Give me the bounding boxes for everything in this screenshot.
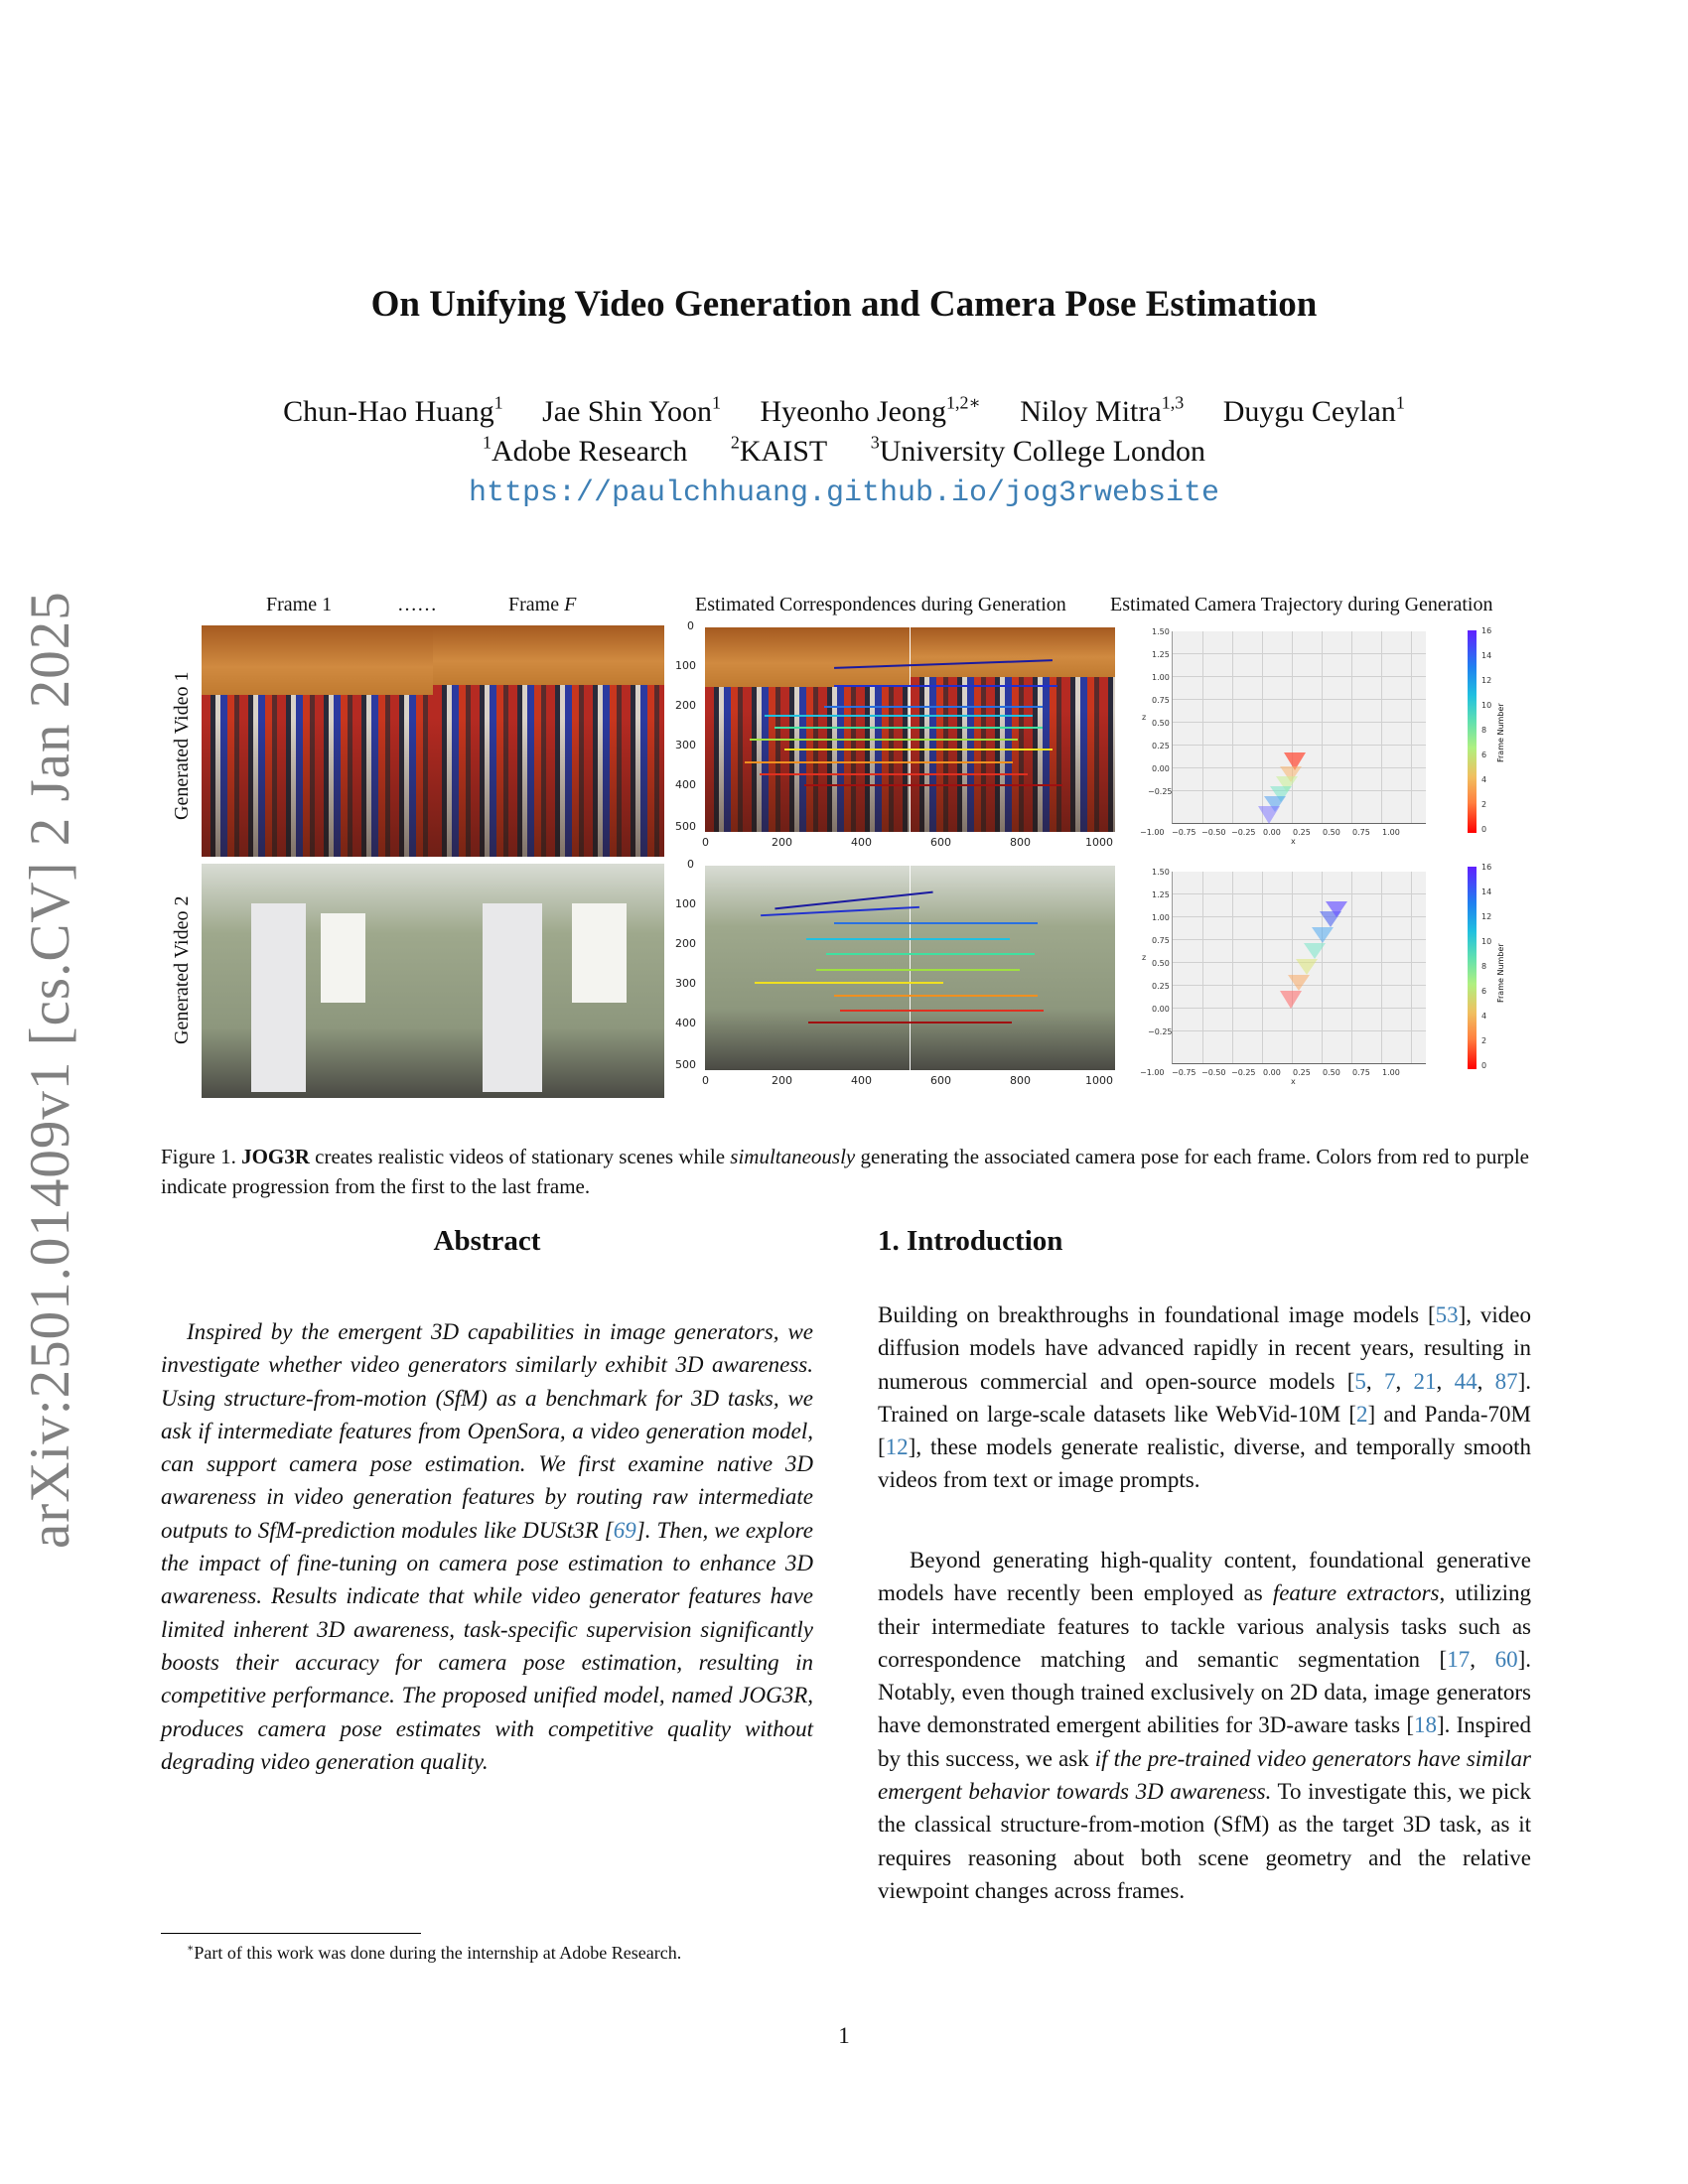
citation-link[interactable]: 44 xyxy=(1454,1368,1477,1394)
introduction-paragraph-2: Beyond generating high-quality content, foundational generative models have recently been employed as feature extractors, utilizing their intermediate features to tackle various analysis tasks such as correspondence matching and semantic segmentation [17, 60]. Notably, even though trained exclusively on 2D data, image generators have demonstrated emergent abilities for 3D-aware tasks [18]. Inspired by this success, we ask if the pre-trained video generators have similar emergent behavior towards 3D awareness. To investigate this, we pick the classical structure-from-motion (SfM) as the target 3D task, as it requires reasoning about both scene geometry and the relative viewpoint changes across frames. xyxy=(878,1548,1532,1903)
affiliation-list xyxy=(0,432,1688,469)
abstract-heading: Abstract xyxy=(433,1225,541,1257)
citation-link[interactable]: 12 xyxy=(885,1434,909,1460)
correspondence-plot-video-2 xyxy=(705,866,1115,1070)
page-number: 1 xyxy=(838,2023,850,2048)
author: Chun-Hao Huang$^1$ xyxy=(283,392,503,428)
colorbar-video-2 xyxy=(1468,867,1477,1069)
column-header-correspondences: Estimated Correspondences during Generation xyxy=(695,594,1066,615)
citation-link[interactable]: 87 xyxy=(1494,1368,1518,1394)
video-1-frame-f-image xyxy=(433,625,664,857)
correspondence-plot-video-1 xyxy=(705,627,1115,832)
introduction-heading: 1. Introduction xyxy=(878,1225,1063,1257)
figure-caption: Figure 1. JOG3R creates realistic videos of stationary scenes while simultaneously generating the associated camera pose for each frame. Colors from red to purple indicate progression from the first to the last frame. xyxy=(161,1145,1529,1198)
footnote: ∗Part of this work was done during the internship at Adobe Research. xyxy=(187,1942,682,1963)
project-website-link[interactable]: https://paulchhuang.github.io/jog3rwebsite xyxy=(468,477,1220,510)
affiliation: $^2$KAIST xyxy=(730,432,828,468)
citation-link[interactable]: 53 xyxy=(1435,1302,1459,1327)
trajectory-plot-video-2 xyxy=(1172,872,1426,1064)
column-header-trajectory: Estimated Camera Trajectory during Generation xyxy=(1110,594,1493,615)
emphasis-text: if the pre-trained video generators have similar emergent behavior towards 3D awareness. xyxy=(878,1745,1531,1805)
abstract-body: Inspired by the emergent 3D capabilities in image generators, we investigate whether video generators similarly exhibit 3D awareness. Using structure-from-motion (SfM) as a benchmark for 3D tasks, we ask if intermediate features from OpenSora, a video generation model, can support camera pose estimation. We first examine native 3D awareness in video generation features by routing raw intermediate outputs to SfM-prediction modules like DUSt3R [69]. Then, we explore the impact of fine-tuning on camera pose estimation to enhance 3D awareness. Results indicate that while video generator features have limited inherent 3D awareness, task-specific supervision significantly boosts their accuracy for camera pose estimation, resulting in competitive performance. The proposed unified model, named JOG3R, produces camera pose estimates with competitive quality without degrading video generation quality. xyxy=(161,1319,813,1774)
arxiv-identifier-stamp: arXiv:2501.01409v1 [cs.CV] 2 Jan 2025 xyxy=(19,591,81,1549)
affiliation: $^3$University College London xyxy=(870,432,1206,468)
column-header-frame-f: Frame F xyxy=(508,594,577,615)
citation-link[interactable]: 69 xyxy=(613,1517,636,1543)
author: Duygu Ceylan$^1$ xyxy=(1222,392,1405,428)
row-label-video-1: Generated Video 1 xyxy=(171,671,193,820)
row-label-video-2: Generated Video 2 xyxy=(171,895,193,1044)
citation-link[interactable]: 17 xyxy=(1447,1646,1471,1672)
author: Jae Shin Yoon$^1$ xyxy=(542,392,721,428)
affiliation: $^1$Adobe Research xyxy=(482,432,688,468)
citation-link[interactable]: 60 xyxy=(1494,1646,1518,1672)
citation-link[interactable]: 18 xyxy=(1414,1712,1437,1738)
video-1-frame-1-image xyxy=(202,625,433,857)
video-2-frame-f-image xyxy=(433,864,664,1098)
author: Niloy Mitra$^{1,3}$ xyxy=(1020,392,1185,428)
citation-link[interactable]: 21 xyxy=(1413,1368,1437,1394)
citation-link[interactable]: 5 xyxy=(1354,1368,1366,1394)
citation-link[interactable]: 2 xyxy=(1356,1401,1368,1427)
footnote-divider xyxy=(161,1933,421,1934)
column-header-ellipsis: …… xyxy=(397,594,437,615)
author-list xyxy=(0,392,1688,429)
author: Hyeonho Jeong$^{1,2∗}$ xyxy=(760,392,981,428)
introduction-paragraph-1: Building on breakthroughs in foundational image models [53], video diffusion models have advanced rapidly in recent years, resulting in numerous commercial and open-source models [5, 7, 21, 44, 87]. Trained on large-scale datasets like WebVid-10M [2] and Panda-70M [12], these models generate realistic, diverse, and temporally smooth videos from text or image prompts. xyxy=(878,1302,1532,1493)
paper-title: On Unifying Video Generation and Camera Pose Estimation xyxy=(370,284,1318,325)
colorbar-video-1 xyxy=(1468,630,1477,833)
emphasis-text: feature extractors xyxy=(1272,1580,1440,1606)
citation-link[interactable]: 7 xyxy=(1383,1368,1396,1394)
video-2-frame-1-image xyxy=(202,864,433,1098)
trajectory-plot-video-1 xyxy=(1172,631,1426,824)
column-header-frame-1: Frame 1 xyxy=(266,594,333,615)
